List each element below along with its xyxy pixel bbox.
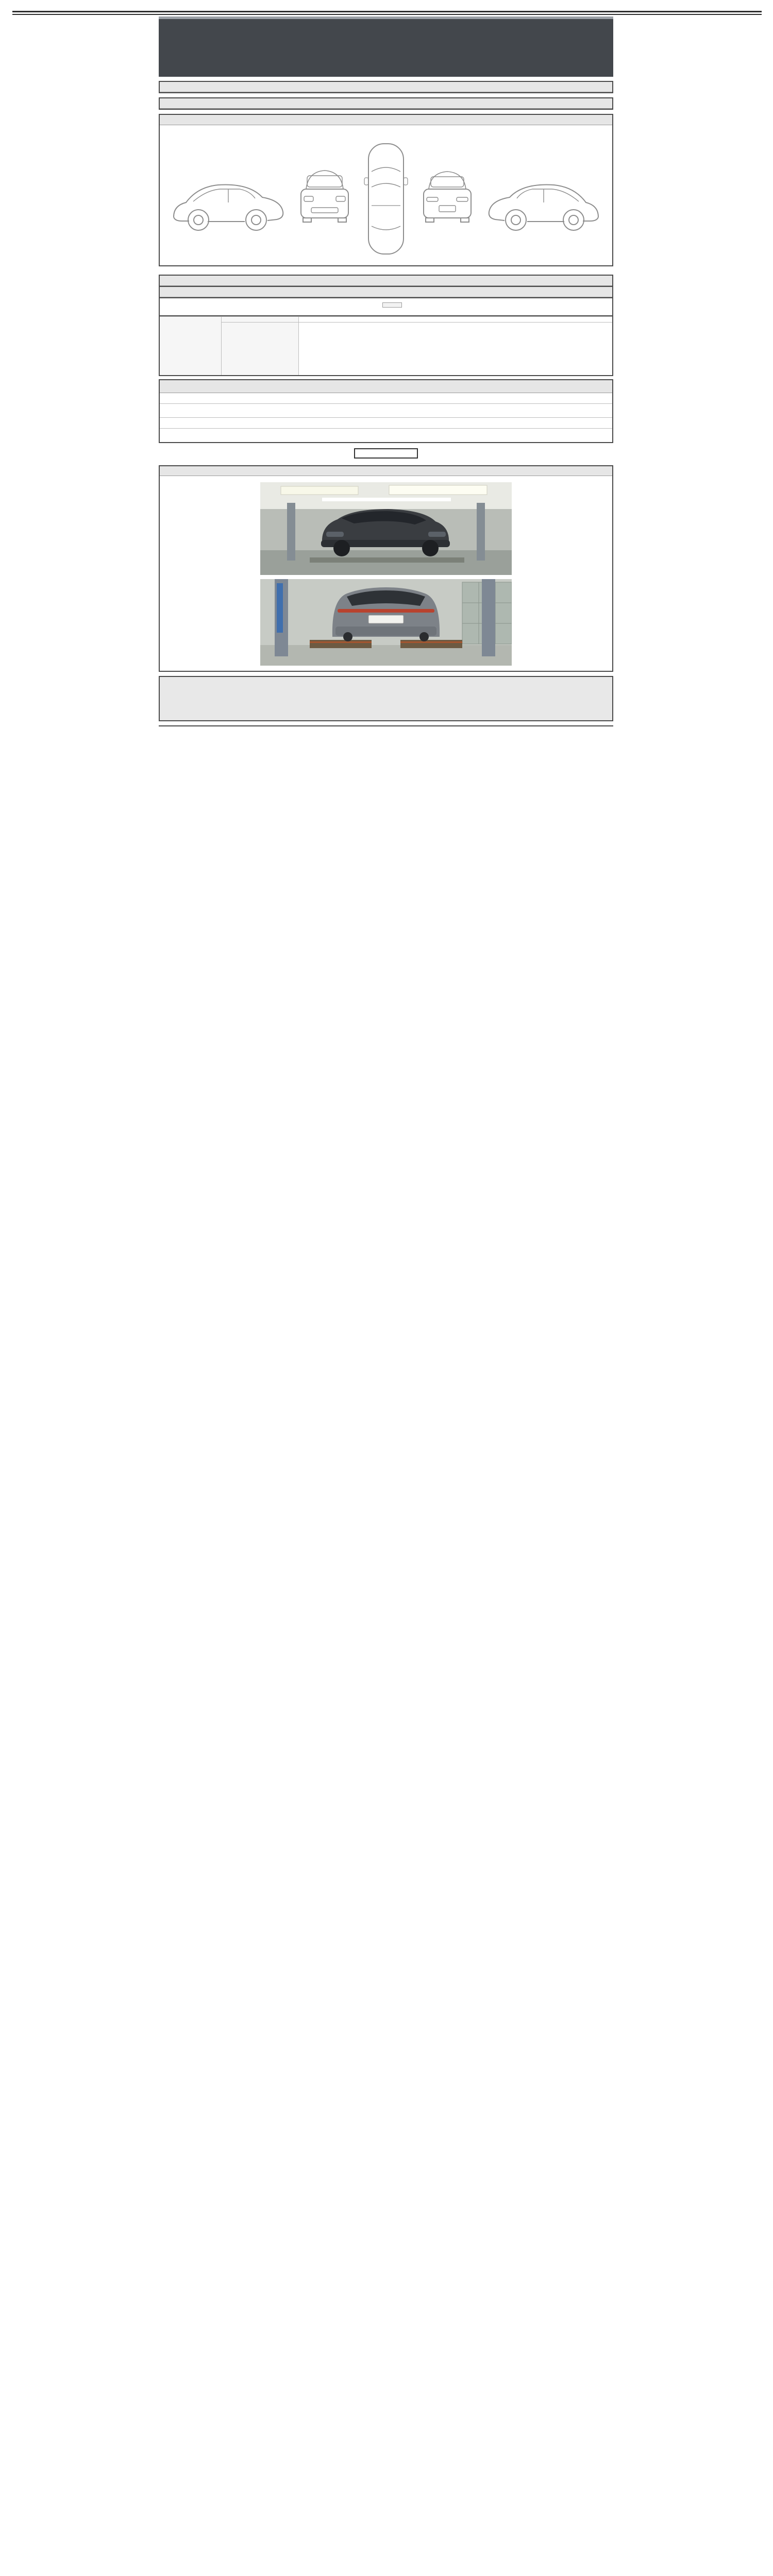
section-detail-state [159, 275, 613, 287]
notice-section [159, 379, 613, 443]
inspector-opinion-table [159, 316, 613, 376]
price-definition-title [354, 448, 418, 459]
section-accident-history [159, 114, 613, 266]
section-overall-state [159, 97, 613, 110]
car-diagrams [160, 132, 612, 265]
notice-groupC-title [160, 417, 612, 429]
document-header [159, 16, 613, 77]
opinion-group-label [159, 317, 221, 376]
notice-groupA-title [160, 393, 612, 404]
section-other-info [159, 287, 613, 298]
final-price-value [382, 302, 402, 308]
car-front-diagram [294, 140, 356, 258]
photo-car-on-lift-front [260, 482, 512, 575]
car-top-diagram [361, 140, 411, 258]
section-overall-header [160, 98, 612, 109]
section-accident-header [160, 115, 612, 125]
confirmation-footer [159, 725, 613, 732]
car-right-side-diagram [484, 140, 606, 258]
price-definition-box [159, 448, 613, 461]
final-price-row [159, 298, 613, 316]
notice-body [160, 404, 612, 417]
state-code-legend [160, 125, 612, 132]
inspection-photos-title [160, 466, 612, 476]
car-rear-diagram [416, 140, 478, 258]
inspector-label [221, 317, 298, 323]
top-divider [12, 11, 762, 15]
section-other-header [160, 287, 612, 297]
inspector-opinion-text [298, 317, 613, 323]
appraiser-label [221, 323, 298, 376]
appraiser-opinion-text [298, 323, 613, 376]
document-page [159, 16, 613, 732]
section-basic-header [160, 82, 612, 92]
photo-car-on-lift-rear [260, 579, 512, 666]
signature-section [159, 676, 613, 721]
inspection-photos [160, 476, 612, 671]
section-basic-info [159, 81, 613, 93]
notice-price-guarantee-body [160, 429, 612, 442]
section-detail-header [160, 276, 612, 286]
notice-title [160, 380, 612, 393]
inspection-photos-section [159, 465, 613, 672]
car-left-side-diagram [166, 140, 288, 258]
